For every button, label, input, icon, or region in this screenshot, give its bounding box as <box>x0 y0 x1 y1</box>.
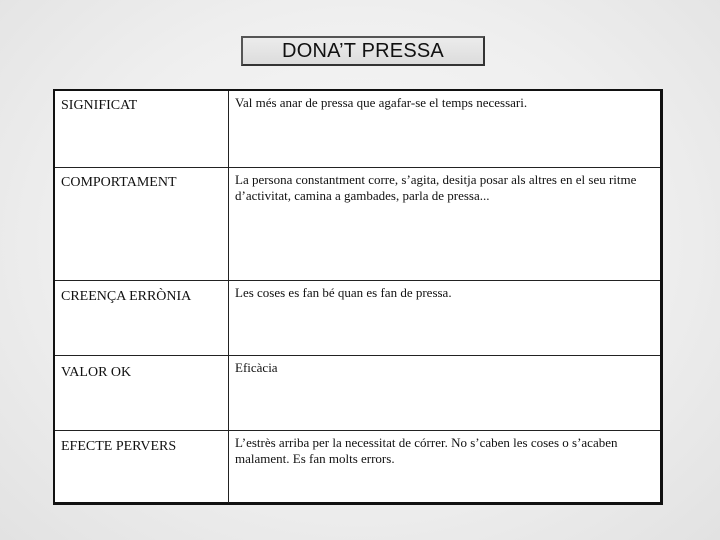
slide-title: DONA’T PRESSA <box>241 36 485 66</box>
table-row <box>55 167 660 281</box>
table-row <box>55 430 660 503</box>
table-row <box>55 280 660 356</box>
row-label: VALOR OK <box>55 356 229 431</box>
row-label: COMPORTAMENT <box>55 168 229 281</box>
row-text: Eficàcia <box>235 360 278 375</box>
table-row <box>55 91 660 167</box>
definition-table <box>53 89 663 505</box>
row-text: L’estrès arriba per la necessitat de córrer. No s’caben les coses o s’acaben malament. Es fan molts errors. <box>235 435 618 466</box>
row-text: Val més anar de pressa que agafar-se el temps necessari. <box>235 95 528 110</box>
row-label: CREENÇA ERRÒNIA <box>55 281 229 356</box>
row-label: SIGNIFICAT <box>55 91 229 167</box>
row-text: Les coses es fan bé quan es fan de pressa. <box>235 285 452 300</box>
table-row <box>55 355 660 431</box>
row-text: La persona constantment corre, s’agita, desitja posar als altres en el seu ritme d’activitat, camina a gambades, parla de pressa... <box>235 172 637 203</box>
row-label: EFECTE PERVERS <box>55 431 229 503</box>
